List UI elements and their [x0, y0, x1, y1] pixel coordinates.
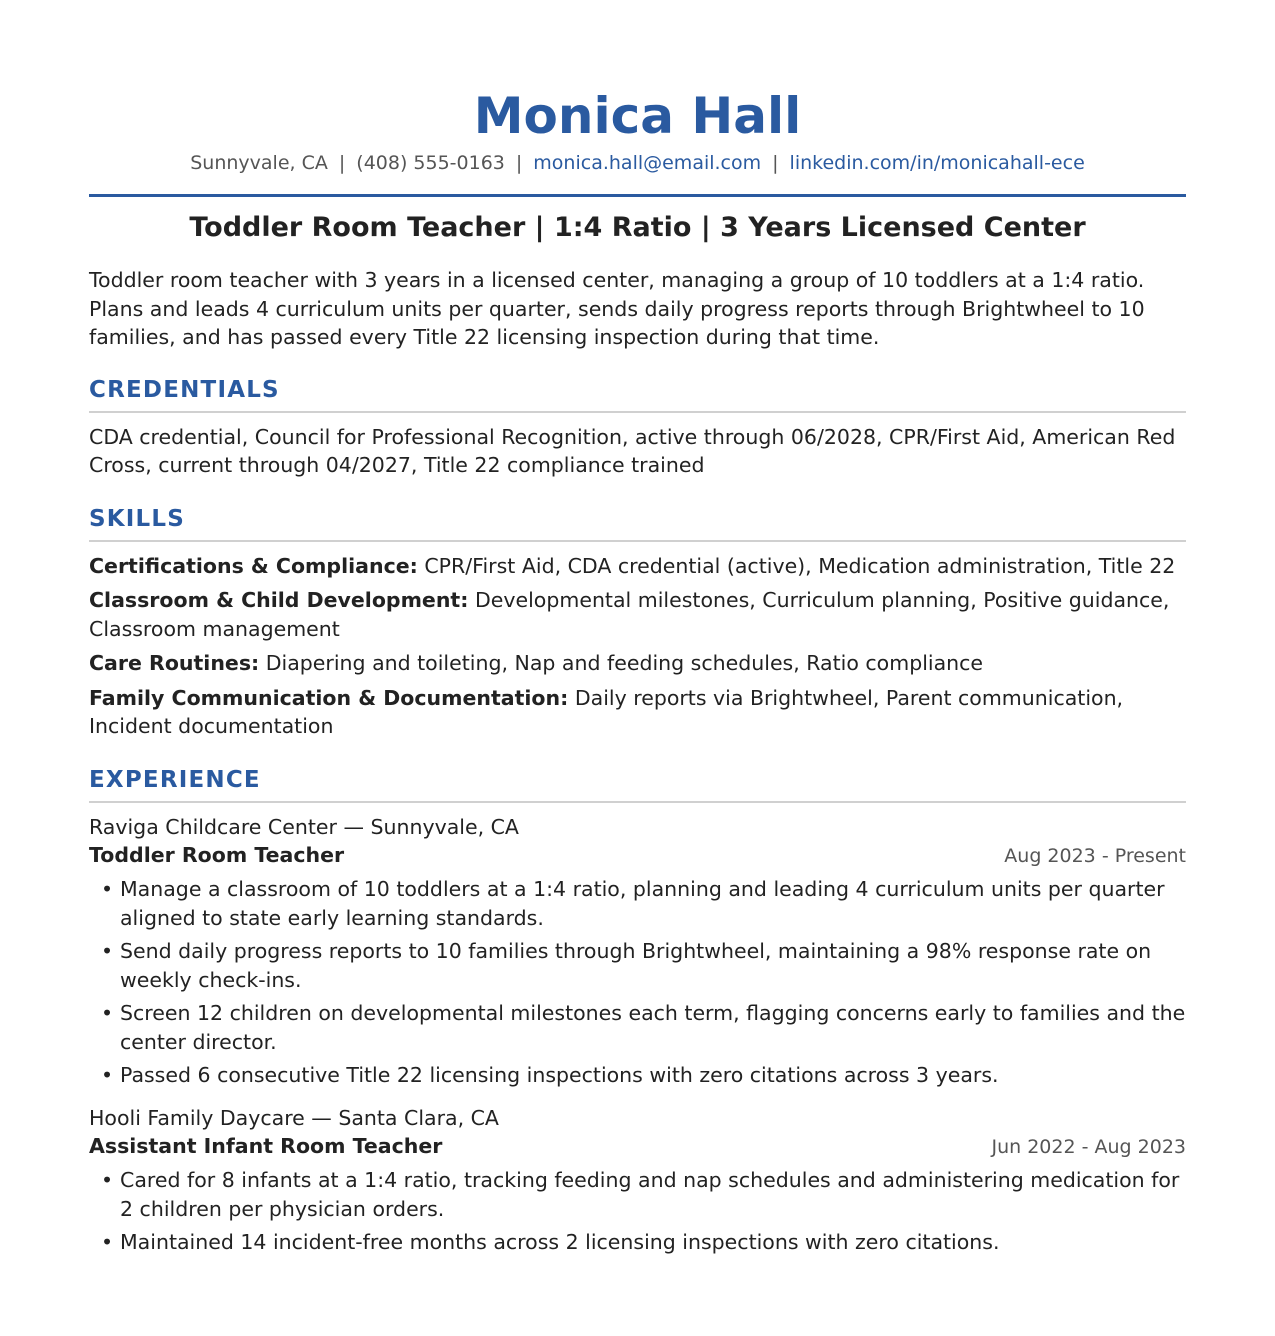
contact-separator: |: [515, 152, 523, 174]
list-item: [89, 999, 1186, 1056]
job-bullets: [89, 1166, 1186, 1257]
skill-category-label: Certifications & Compliance:: [89, 553, 418, 578]
job-entry: [89, 813, 1186, 1090]
list-item: [89, 1228, 1186, 1257]
contact-line: [89, 149, 1186, 177]
section-divider: [89, 801, 1186, 803]
section-title-skills: SKILLS: [89, 505, 186, 532]
header-divider: [89, 194, 1186, 197]
list-item: [89, 937, 1186, 994]
job-dates: Jun 2022 - Aug 2023: [991, 1136, 1186, 1158]
job-header: [89, 1132, 1186, 1162]
section-divider: [89, 411, 1186, 413]
bullet-icon: •: [101, 1230, 114, 1254]
job-entry: [89, 1104, 1186, 1257]
experience-section: [89, 765, 1186, 1257]
skill-values: Developmental milestones, Curriculum planning, Positive guidance, Classroom management: [89, 588, 1170, 641]
skill-values: Diapering and toileting, Nap and feeding schedules, Ratio compliance: [265, 651, 984, 675]
contact-separator: |: [338, 152, 346, 174]
skill-values: CPR/First Aid, CDA credential (active), Medication administration, Title 22: [424, 553, 1176, 578]
skill-values: Daily reports via Brightwheel, Parent communication, Incident documentation: [89, 685, 1124, 738]
bullet-icon: •: [101, 877, 114, 901]
bullet-icon: •: [101, 939, 114, 963]
section-title-credentials: CREDENTIALS: [89, 376, 280, 403]
job-title: Assistant Infant Room Teacher: [89, 1134, 443, 1158]
bullet-text: Maintained 14 incident-free months across 2 licensing inspections with zero citations.: [120, 1230, 1000, 1254]
bullet-icon: •: [101, 1168, 114, 1192]
list-item: [89, 1061, 1186, 1090]
job-title: Toddler Room Teacher: [89, 843, 345, 867]
skill-category-label: Care Routines:: [89, 651, 260, 675]
credentials-text: CDA credential, Council for Professional Recognition, active through 06/2028, CPR/First Aid, American Red Cross, current through 04/2027, Title 22 compliance trained: [89, 424, 1176, 477]
resume-page: [89, 0, 1186, 1257]
credentials-section: [89, 375, 1186, 480]
bullet-text: Manage a classroom of 10 toddlers at a 1:4 ratio, planning and leading 4 curriculum units per quarter aligned to state early learning standards.: [120, 877, 1165, 930]
contact-phone: (408) 555-0163: [356, 152, 505, 174]
contact-linkedin-link[interactable]: linkedin.com/in/monicahall-ece: [789, 152, 1085, 174]
job-dates: Aug 2023 - Present: [1004, 845, 1186, 867]
list-item: [89, 1166, 1186, 1223]
bullet-icon: •: [101, 1001, 114, 1025]
summary-paragraph: Toddler room teacher with 3 years in a licensed center, managing a group of 10 toddlers at a 1:4 ratio. Plans and leads 4 curriculum units per quarter, sends daily progress reports through Brightwheel to 10 families, and has passed every Title 22 licensing inspection during that time.: [89, 268, 1145, 349]
skill-row: [89, 552, 1186, 581]
contact-email-link[interactable]: monica.hall@email.com: [533, 152, 762, 174]
bullet-text: Passed 6 consecutive Title 22 licensing inspections with zero citations across 3 years.: [120, 1063, 999, 1087]
contact-separator: |: [772, 152, 779, 174]
bullet-text: Cared for 8 infants at a 1:4 ratio, tracking feeding and nap schedules and administering medication for 2 children per physician orders.: [120, 1168, 1180, 1221]
section-divider: [89, 540, 1186, 542]
skills-list: [89, 552, 1186, 741]
candidate-name: Monica Hall: [473, 87, 802, 145]
bullet-icon: •: [101, 1063, 114, 1087]
professional-headline: Toddler Room Teacher | 1:4 Ratio | 3 Years Licensed Center: [189, 212, 1086, 243]
contact-location: Sunnyvale, CA: [190, 152, 328, 174]
bullet-text: Screen 12 children on developmental milestones each term, flagging concerns early to families and the center director.: [120, 1001, 1186, 1054]
skills-section: [89, 504, 1186, 741]
job-bullets: [89, 875, 1186, 1090]
skill-row: [89, 684, 1186, 741]
job-header: [89, 841, 1186, 871]
list-item: [89, 875, 1186, 932]
skill-row: [89, 586, 1186, 643]
job-employer: Hooli Family Daycare — Santa Clara, CA: [89, 1105, 499, 1130]
skill-category-label: Family Communication & Documentation:: [89, 685, 569, 710]
bullet-text: Send daily progress reports to 10 families through Brightwheel, maintaining a 98% response rate on weekly check-ins.: [120, 939, 1152, 992]
skill-category-label: Classroom & Child Development:: [89, 588, 469, 612]
section-title-experience: EXPERIENCE: [89, 766, 261, 793]
job-employer: Raviga Childcare Center — Sunnyvale, CA: [89, 814, 519, 839]
skill-row: [89, 649, 1186, 678]
